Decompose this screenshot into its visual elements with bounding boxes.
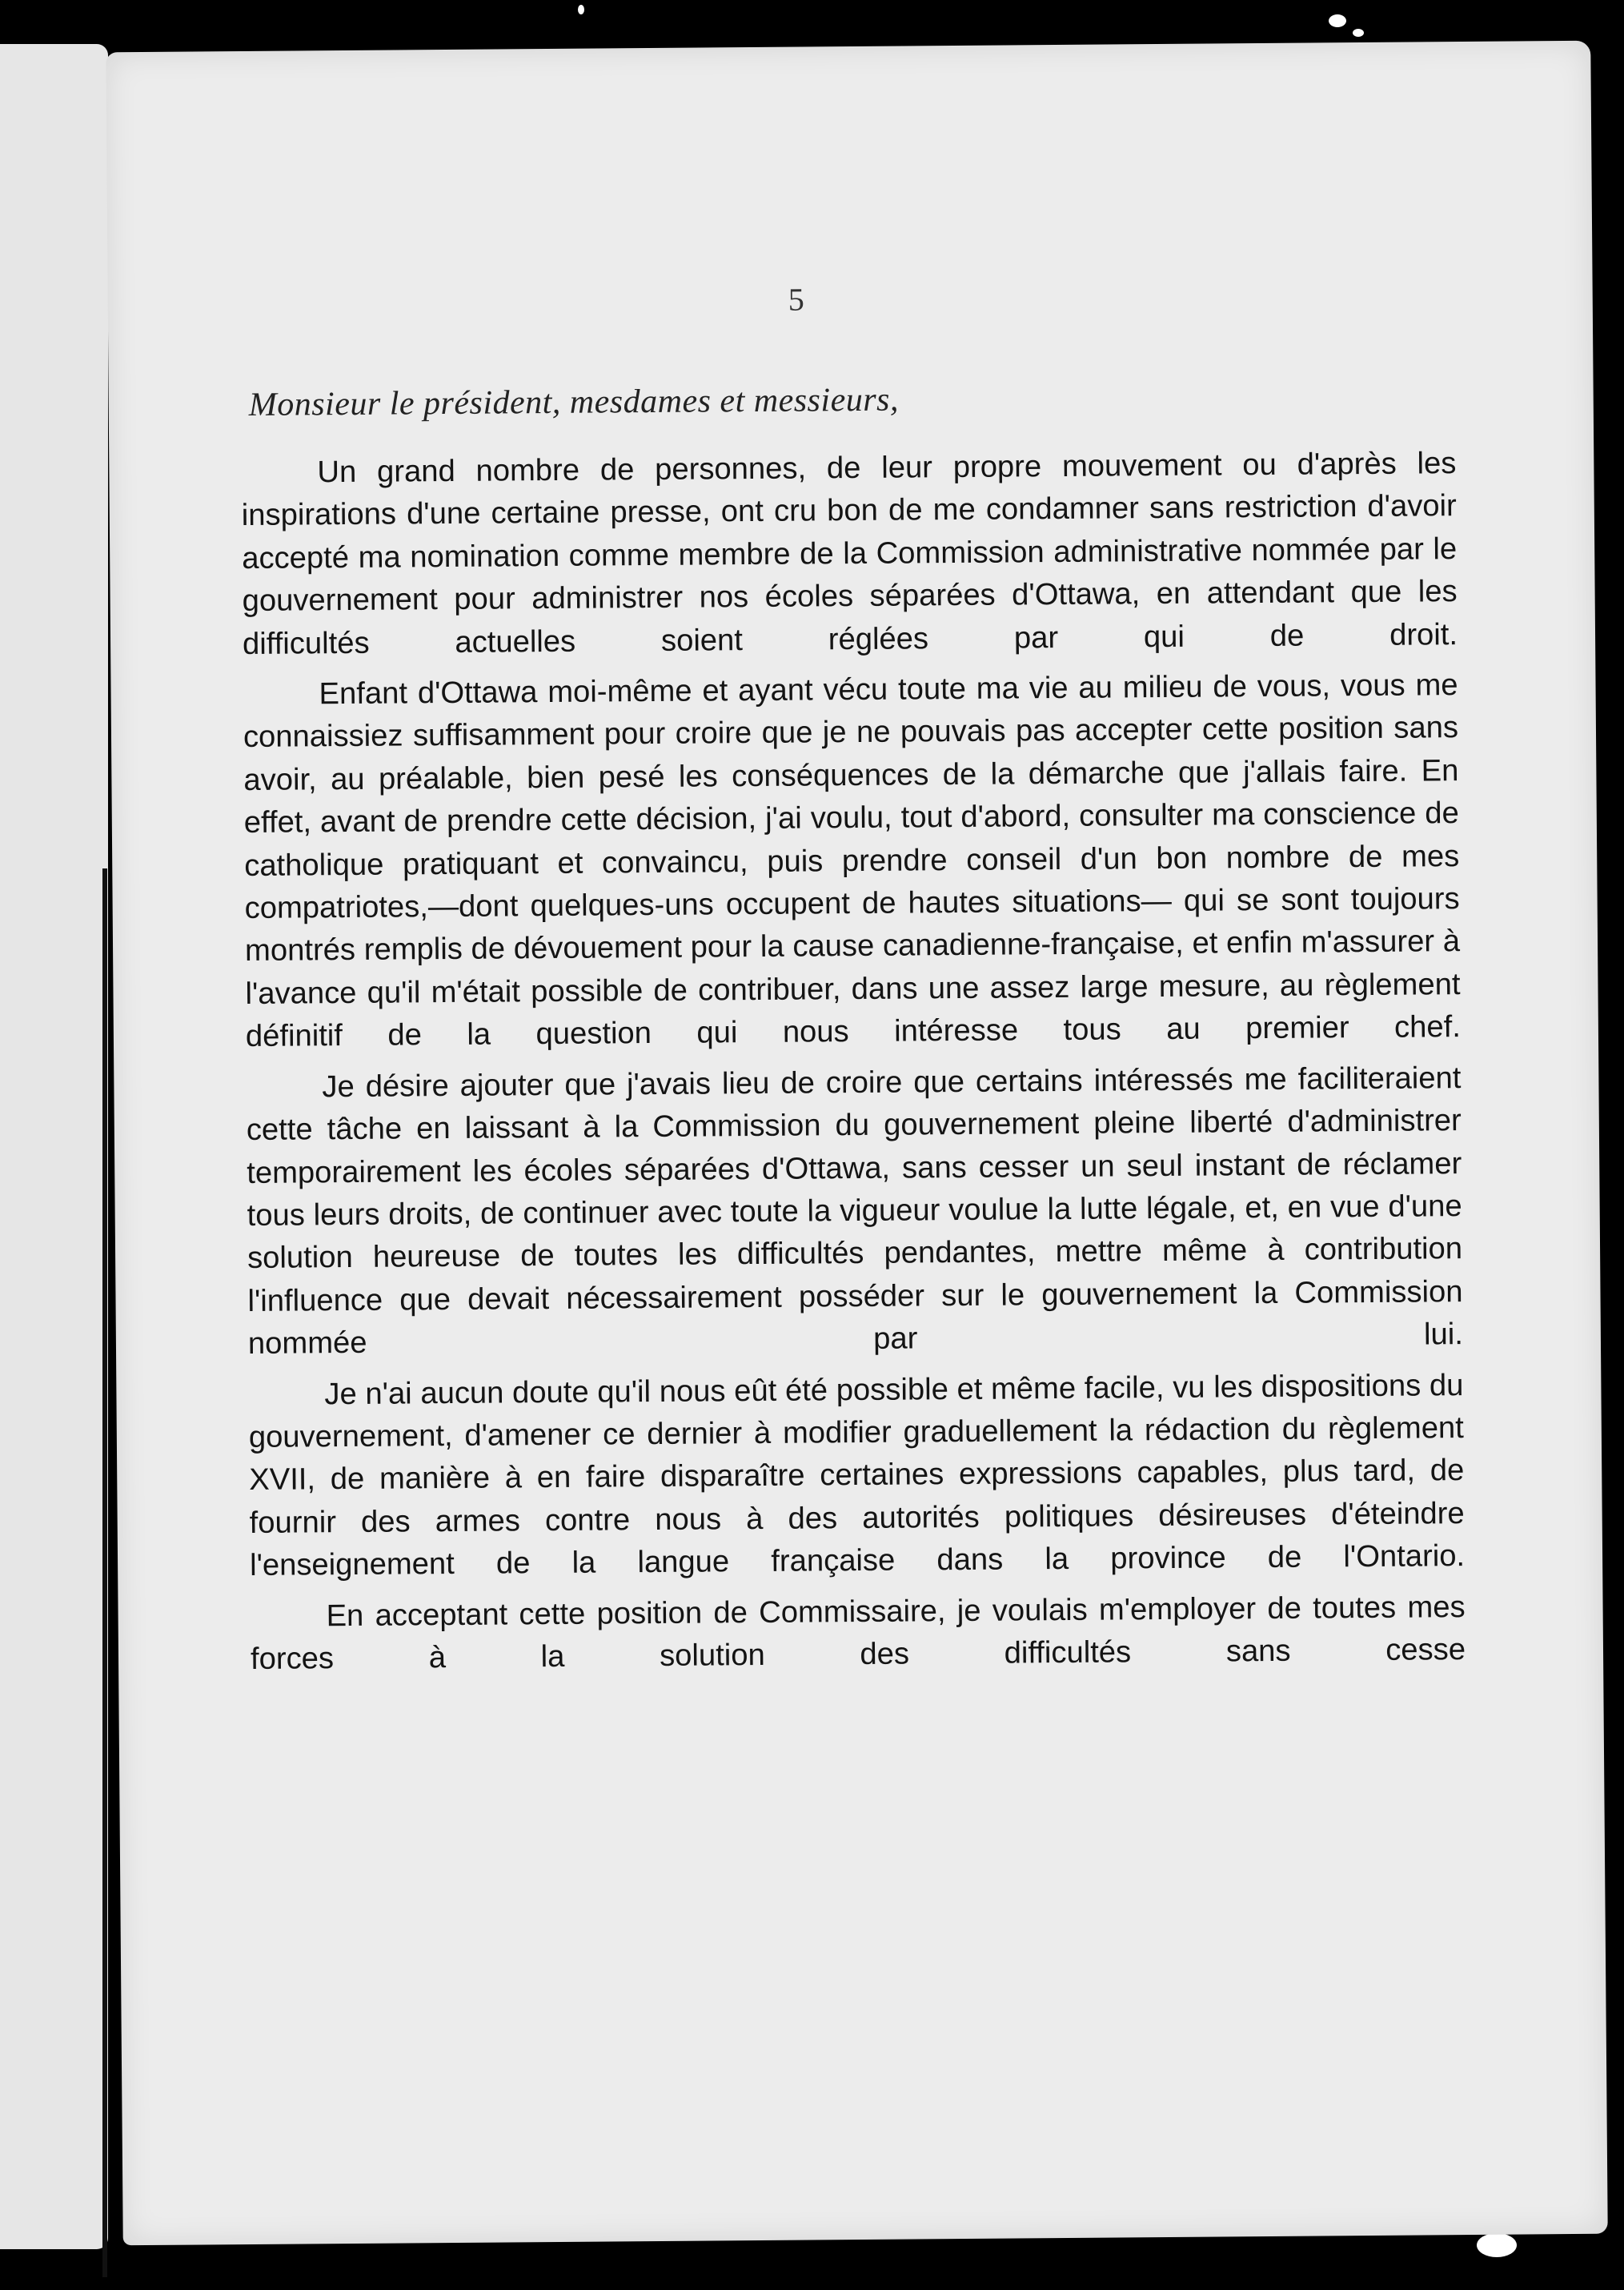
scan-speck: [1477, 2233, 1517, 2257]
page-number: 5: [788, 281, 804, 318]
document-page: [106, 41, 1607, 2245]
scan-speck: [578, 5, 584, 14]
body-text: [241, 442, 1466, 1688]
previous-page-edge: [0, 44, 108, 2249]
gutter-shadow: [102, 868, 107, 2277]
paragraph: Je n'ai aucun doute qu'il nous eût été possible et même facile, vu les dispositions du gouvernement, d'amener ce dernier à modifier graduellement la rédaction du règlement XVII, de manière à en faire disparaître certaines expressions capables, plus tard, de fournir des armes contre nous à des autorités politiques désireuses d'éteindre l'enseignement de la langue française dans la province de l'Ontario.: [248, 1367, 1466, 1583]
paragraph: Je désire ajouter que j'avais lieu de croire que certains intéressés me faciliteraient cette tâche en laissant à la Commission du gouvernement pleine liberté d'administrer temporairement les écoles séparées d'Ottawa, sans cesser un seul instant de réclamer tous leurs droits, de continuer avec toute la vigueur voulue la lutte légale, et, en vue d'une solution heureuse de toutes les difficultés pendantes, mettre même à contribution l'influence que devait nécessairement posséder sur le gouvernement la Commission nommée par lui.: [246, 1060, 1464, 1362]
paragraph: Enfant d'Ottawa moi-même et ayant vécu toute ma vie au milieu de vous, vous me connaissiez suffisamment pour croire que je ne pouvais pas accepter cette position sans avoir, au préalable, bien pesé les conséquences de la démarche que j'allais faire. En effet, avant de prendre cette décision, j'ai voulu, tout d'abord, consulter ma conscience de catholique pratiquant et convaincu, puis prendre conseil d'un bon nombre de mes compatriotes,—dont quelques-uns occupent de hautes situations— qui se sont toujours montrés remplis de dévouement pour la cause canadienne-française, et enfin m'assurer à l'avance qu'il m'était possible de contribuer, dans une assez large mesure, au règlement définitif de la question qui nous intéresse tous au premier chef.: [243, 668, 1462, 1054]
paragraph: Un grand nombre de personnes, de leur propre mouvement ou d'après les inspirations d'une certaine presse, ont cru bon de me condamner sans restriction d'avoir accepté ma nomination comme membre de la Commission administrative nommée par le gouvernement pour administrer nos écoles séparées d'Ottawa, en attendant que les difficultés actuelles soient réglées par qui de droit.: [241, 446, 1458, 661]
scan-speck: [1353, 29, 1364, 37]
paragraph: En acceptant cette position de Commissaire, je voulais m'employer de toutes mes forces à la solution des difficultés sans cesse: [250, 1589, 1466, 1676]
scan-speck: [1329, 14, 1346, 27]
salutation: Monsieur le président, mesdames et messieurs,: [248, 381, 900, 423]
